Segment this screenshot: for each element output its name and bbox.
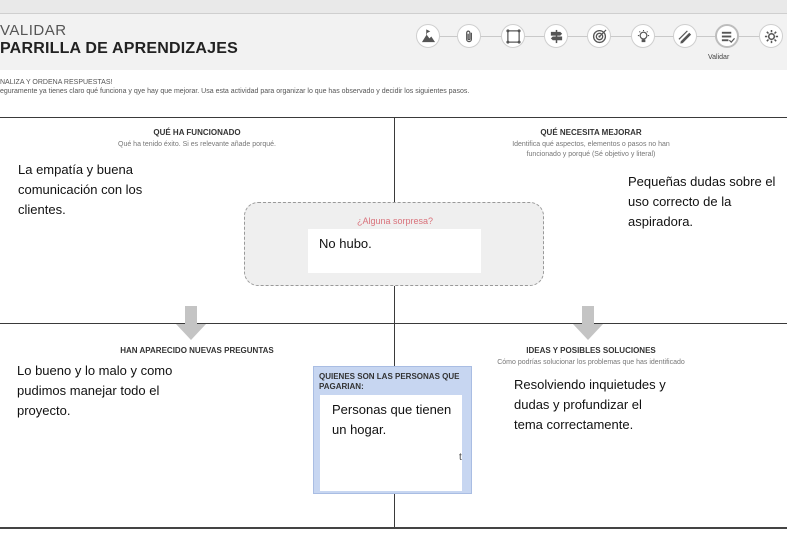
worked-note[interactable]: La empatía y buena comunicación con los clientes. <box>18 162 143 217</box>
surprise-card <box>244 202 544 286</box>
step-pencil[interactable] <box>673 24 697 48</box>
instructions-title: NALIZA Y ORDENA RESPUESTAS! <box>0 79 113 86</box>
phase-label: VALIDAR <box>0 22 67 39</box>
active-step-label: Validar <box>708 54 730 61</box>
step-mountain[interactable] <box>416 24 440 48</box>
step-checklist[interactable] <box>715 24 739 48</box>
lightbulb-icon <box>636 29 651 44</box>
header <box>0 14 787 70</box>
payers-title: QUIENES SON LAS PERSONAS QUE PAGARIAN: <box>319 372 460 391</box>
mountain-flag-icon <box>421 29 436 44</box>
signpost-icon <box>549 29 564 44</box>
worked-subtitle: Qué ha tenido éxito. Si es relevante añade porqué. <box>118 141 276 148</box>
step-gear[interactable] <box>759 24 783 48</box>
ideas-title: IDEAS Y POSIBLES SOLUCIONES <box>526 346 656 355</box>
network-icon <box>506 29 521 44</box>
ideas-note[interactable]: Resolviendo inquietudes y dudas y profundizar el tema correctamente. <box>514 377 666 432</box>
step-lightbulb[interactable] <box>631 24 655 48</box>
paperclip-icon <box>462 29 477 44</box>
down-arrow-icon <box>176 306 206 340</box>
down-arrow-icon <box>573 306 603 340</box>
improve-subtitle-2: funcionado y porqué (Sé objetivo y literal) <box>526 151 656 158</box>
top-bar <box>0 0 787 14</box>
gear-icon <box>764 29 779 44</box>
step-target[interactable] <box>587 24 611 48</box>
ideas-subtitle: Cómo podrías solucionar los problemas que has identificado <box>497 359 685 366</box>
instructions-body: eguramente ya tienes claro qué funciona y qye hay que mejorar. Usa esta actividad para organizar lo que has observado y decidir los siguientes pasos. <box>0 88 470 95</box>
payers-answer: Personas que tienen un hogar. <box>332 402 452 437</box>
improve-note[interactable]: Pequeñas dudas sobre el uso correcto de la aspiradora. <box>628 174 776 229</box>
worked-title: QUÉ HA FUNCIONADO <box>153 128 241 137</box>
questions-note[interactable]: Lo bueno y lo malo y como pudimos manejar todo el proyecto. <box>17 363 173 418</box>
surprise-answer: No hubo. <box>319 236 372 251</box>
process-steps <box>414 22 787 70</box>
step-signpost[interactable] <box>544 24 568 48</box>
grid-bottom-line <box>0 527 787 529</box>
surprise-answer-box[interactable] <box>308 229 481 273</box>
page-title: PARRILLA DE APRENDIZAJES <box>0 40 239 57</box>
step-paperclip[interactable] <box>457 24 481 48</box>
payers-answer-box[interactable] <box>320 395 462 491</box>
step-network[interactable] <box>501 24 525 48</box>
stray-text-mark: t <box>459 452 462 463</box>
surprise-label: ¿Alguna sorpresa? <box>356 216 434 226</box>
payers-card <box>313 366 472 494</box>
pencil-icon <box>678 29 693 44</box>
improve-subtitle-1: Identifica qué aspectos, elementos o pasos no han <box>512 141 670 148</box>
target-icon <box>592 29 607 44</box>
improve-title: QUÉ NECESITA MEJORAR <box>540 128 642 137</box>
questions-title: HAN APARECIDO NUEVAS PREGUNTAS <box>120 346 274 355</box>
checklist-icon <box>720 29 735 44</box>
